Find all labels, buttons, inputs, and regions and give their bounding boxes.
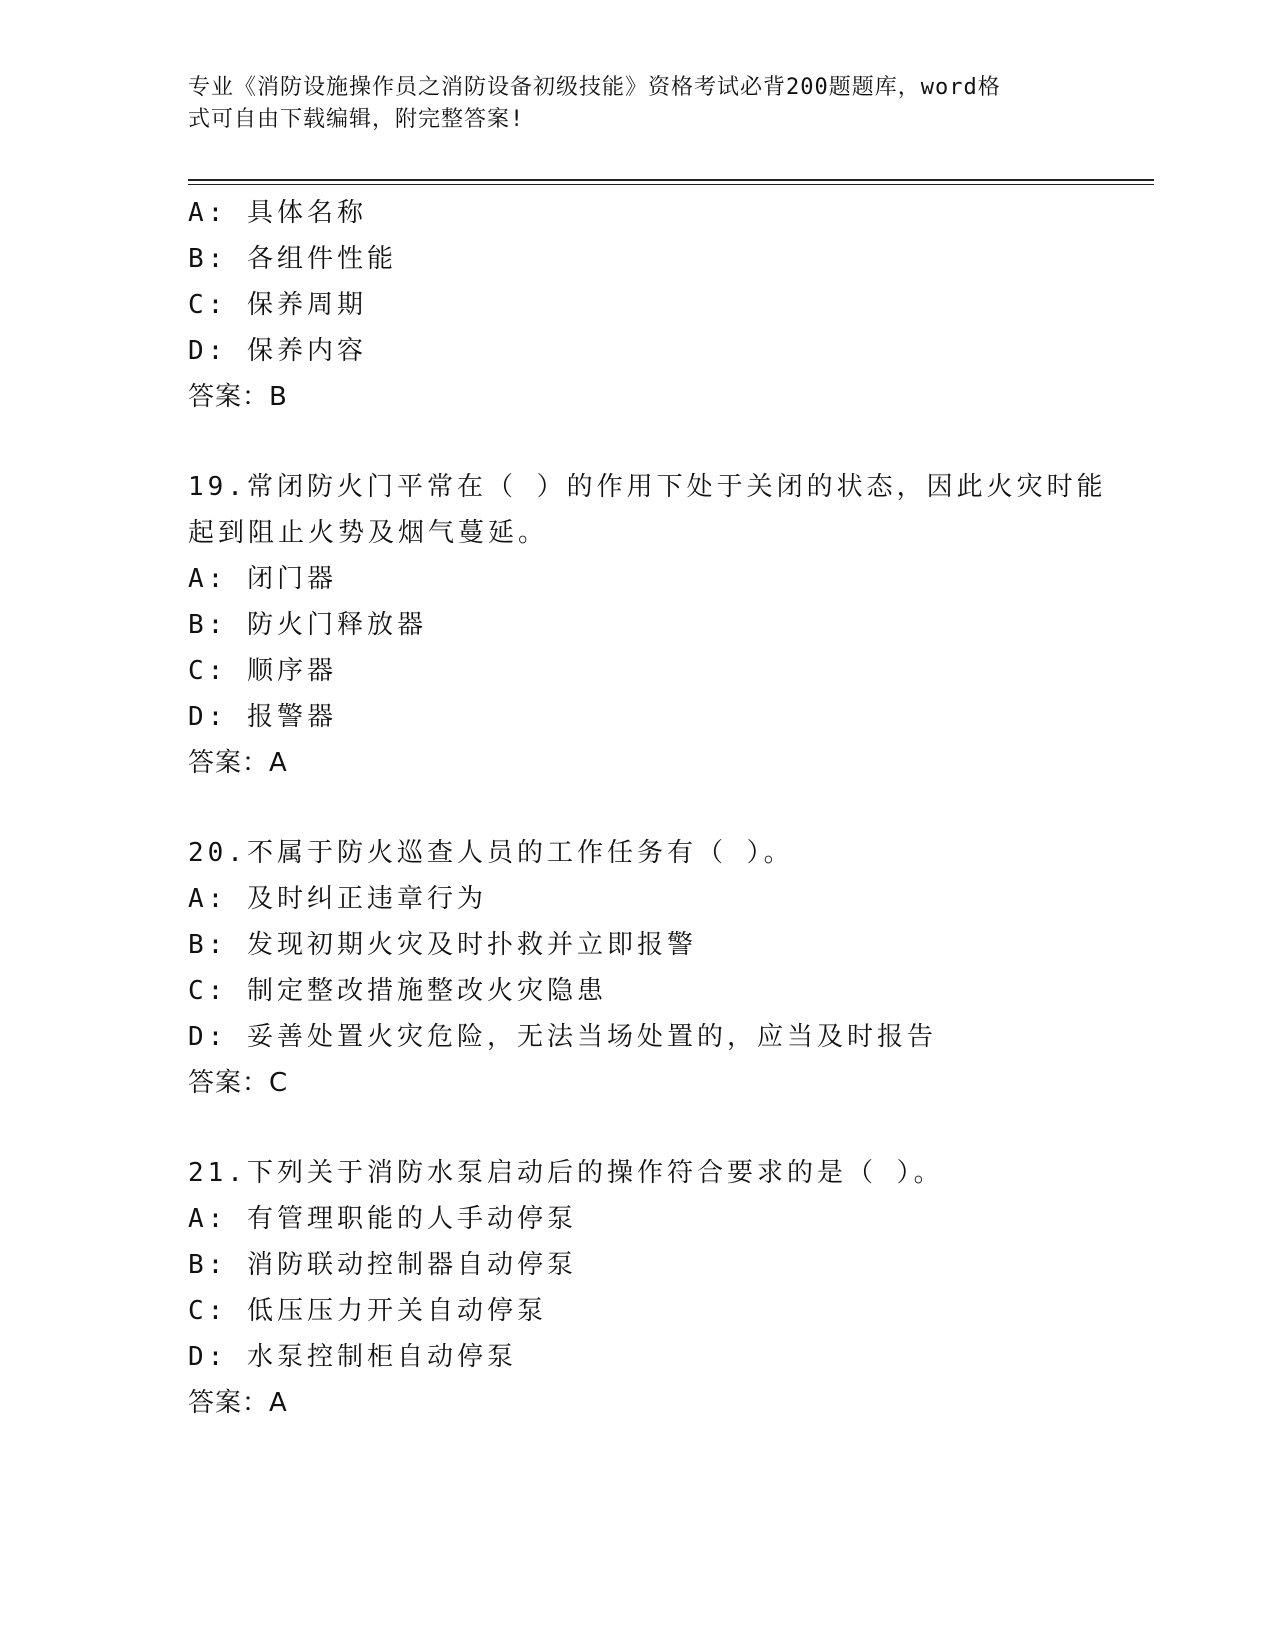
option-b: B: 消防联动控制器自动停泵 (188, 1250, 577, 1280)
answer-line: 答案：C (188, 1068, 289, 1098)
question-list (188, 190, 1107, 1426)
option-b: B: 防火门释放器 (188, 610, 427, 640)
answer-line: 答案：A (188, 1388, 288, 1418)
option-b: B: 各组件性能 (188, 244, 397, 274)
question-text-line-1: 20.不属于防火巡查人员的工作任务有（ ）。 (188, 838, 794, 868)
option-d: D: 保养内容 (188, 336, 367, 366)
header-line-1: 专业《消防设施操作员之消防设备初级技能》资格考试必背200题题库，word格 (188, 75, 1001, 100)
header-divider-thin (188, 184, 1154, 185)
option-d: D: 妥善处置火灾危险，无法当场处置的，应当及时报告 (188, 1022, 937, 1052)
option-b: B: 发现初期火灾及时扑救并立即报警 (188, 930, 697, 960)
option-d: D: 报警器 (188, 702, 337, 732)
option-c: C: 制定整改措施整改火灾隐患 (188, 976, 607, 1006)
option-d: D: 水泵控制柜自动停泵 (188, 1342, 517, 1372)
option-a: A: 闭门器 (188, 564, 337, 594)
header-line-2: 式可自由下载编辑，附完整答案! (188, 107, 525, 132)
option-c: C: 低压压力开关自动停泵 (188, 1296, 547, 1326)
option-c: C: 顺序器 (188, 656, 337, 686)
question-text-line-1: 21.下列关于消防水泵启动后的操作符合要求的是（ ）。 (188, 1158, 944, 1188)
answer-line: 答案：B (188, 382, 288, 412)
option-c: C: 保养周期 (188, 290, 367, 320)
question-block-prev (188, 190, 1088, 420)
document-header (188, 72, 1068, 136)
option-a: A: 及时纠正违章行为 (188, 884, 487, 914)
question-block-19 (188, 464, 1107, 786)
option-a: A: 有管理职能的人手动停泵 (188, 1204, 577, 1234)
answer-line: 答案：A (188, 748, 288, 778)
question-block-21 (188, 1150, 1088, 1426)
question-text-line-2: 起到阻止火势及烟气蔓延。 (188, 518, 549, 548)
question-text-line-1: 19.常闭防火门平常在（ ）的作用下处于关闭的状态，因此火灾时能 (188, 472, 1107, 502)
option-a: A: 具体名称 (188, 198, 367, 228)
question-block-20 (188, 830, 1088, 1106)
header-divider-thick (188, 179, 1154, 181)
